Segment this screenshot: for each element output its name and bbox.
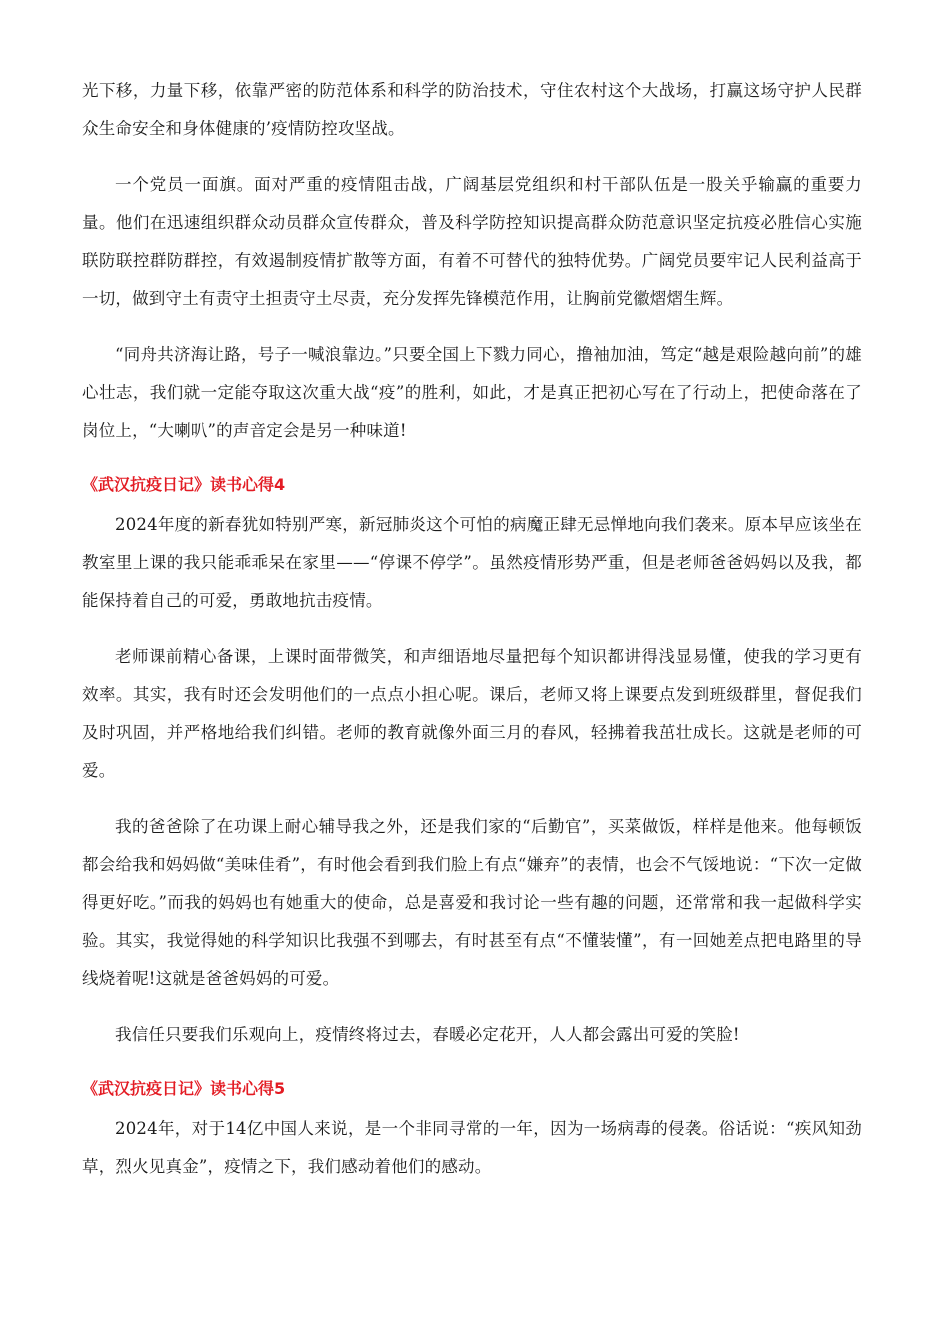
section-heading-5: 《武汉抗疫日记》读书心得5 [82,1079,286,1098]
section-heading-4: 《武汉抗疫日记》读书心得4 [82,475,286,494]
body-paragraph: “同舟共济海让路，号子一喊浪靠边。”只要全国上下戮力同心，撸袖加油，笃定“越是艰险越向前”的雄心壮志，我们就一定能夺取这次重大战“疫”的胜利，如此，才是真正把初心写在了行动上，把使命落在了岗位上，“大喇叭”的声音定会是另一种味道! [82,345,862,440]
body-paragraph: 我信任只要我们乐观向上，疫情终将过去，春暖必定花开，人人都会露出可爱的笑脸! [115,1025,740,1044]
body-paragraph: 老师课前精心备课，上课时面带微笑，和声细语地尽量把每个知识都讲得浅显易懂，使我的学习更有效率。其实，我有时还会发明他们的一点点小担心呢。课后，老师又将上课要点发到班级群里，督促我们及时巩固，并严格地给我们纠错。老师的教育就像外面三月的春风，轻拂着我茁壮成长。这就是老师的可爱。 [82,647,862,780]
body-paragraph: 我的爸爸除了在功课上耐心辅导我之外，还是我们家的“后勤官”，买菜做饭，样样是他来。他每顿饭都会给我和妈妈做“美味佳肴”，有时他会看到我们脸上有点“嫌弃”的表情，也会不气馁地说：“下次一定做得更好吃。”而我的妈妈也有她重大的使命，总是喜爱和我讨论一些有趣的问题，还常常和我一起做科学实验。其实，我觉得她的科学知识比我强不到哪去，有时甚至有点“不懂装懂”，有一回她差点把电路里的导线烧着呢!这就是爸爸妈妈的可爱。 [82,817,862,988]
body-paragraph: 光下移，力量下移，依靠严密的防范体系和科学的防治技术，守住农村这个大战场，打赢这场守护人民群众生命安全和身体健康的’疫情防控攻坚战。 [82,81,862,138]
body-paragraph: 一个党员一面旗。面对严重的疫情阻击战，广阔基层党组织和村干部队伍是一股关乎输赢的重要力量。他们在迅速组织群众动员群众宣传群众，普及科学防控知识提高群众防范意识坚定抗疫必胜信心实施联防联控群防群控，有效遏制疫情扩散等方面，有着不可替代的独特优势。广阔党员要牢记人民利益高于一切，做到守土有责守土担责守土尽责，充分发挥先锋模范作用，让胸前党徽熠熠生辉。 [82,175,862,308]
body-paragraph: 2024年度的新春犹如特别严寒，新冠肺炎这个可怕的病魔正肆无忌惮地向我们袭来。原本早应该坐在教室里上课的我只能乖乖呆在家里——“停课不停学”。虽然疫情形势严重，但是老师爸爸妈妈以及我，都能保持着自己的可爱，勇敢地抗击疫情。 [82,515,862,610]
body-paragraph: 2024年，对于14亿中国人来说，是一个非同寻常的一年，因为一场病毒的侵袭。俗话说：“疾风知劲草，烈火见真金”，疫情之下，我们感动着他们的感动。 [82,1119,862,1176]
